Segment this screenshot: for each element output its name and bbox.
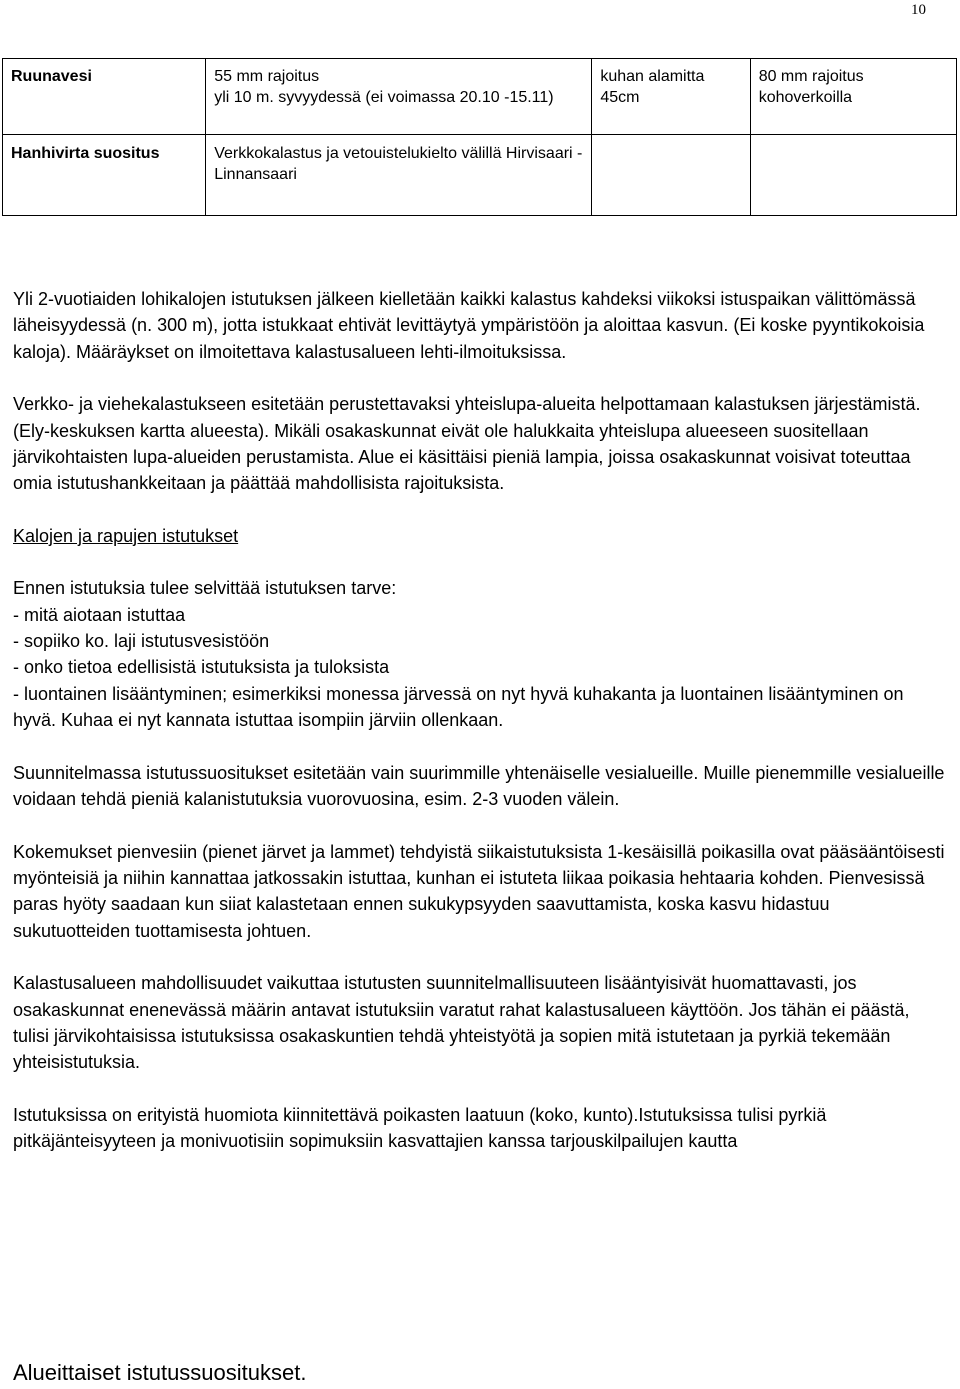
document-body <box>13 286 948 1155</box>
list-item: - sopiiko ko. laji istutusvesistöön <box>13 631 270 652</box>
size-cell: kuhan alamitta 45cm <box>592 59 750 135</box>
rule-text: 55 mm rajoitus yli 10 m. syvyydessä (ei voimassa 20.10 -15.11) <box>214 68 554 106</box>
paragraph-cooperation: Kalastusalueen mahdollisuudet vaikuttaa istutusten suunnitelmallisuuteen lisääntyisivät huomattavasti, jos osakaskunnat enenevässä määrin antavat istutuksiin varatut rahat kalastusalueen käyttöön. Jos tähän ei päästä, tulisi järvikohtaisissa istutuksissa osakaskuntien tehdä yhteistyötä ja sopien mitä istutetaan ja pyrkiä tekemään yhteisistutuksia. <box>13 973 910 1073</box>
table-row <box>3 135 957 216</box>
paragraph-protection: Yli 2-vuotiaiden lohikalojen istutuksen jälkeen kielletään kaikki kalastus kahdeksi viikoksi istuspaikan välittömässä läheisyydessä (n. 300 m), jotta istukkaat ehtivät levittäytyä ympäristöön ja aloittaa kasvun. (Ei koske pyyntikokoisia kaloja). Määräykset on ilmoitettava kalastusalueen lehti-ilmoituksissa. <box>13 289 925 362</box>
intro-line: Ennen istutuksia tulee selvittää istutuksen tarve: <box>13 578 397 599</box>
section-heading: Kalojen ja rapujen istutukset <box>13 525 239 546</box>
paragraph-quality: Istutuksissa on erityistä huomiota kiinnitettävä poikasten laatuun (koko, kunto).Istutuksissa tulisi pyrkiä pitkäjänteisyyteen ja monivuotisiin sopimuksiin kasvattajien kanssa tarjouskilpailujen kautta <box>13 1104 827 1152</box>
area-name-cell: Hanhivirta suositus <box>3 135 206 216</box>
paragraph-small-waters: Kokemukset pienvesiin (pienet järvet ja lammet) tehdyistä siikaistutuksista 1-kesäisillä poikasilla ovat pääsääntöisesti myönteisiä ja niihin kannattaa jatkossakin istuttaa, kunhan ei istuteta liikaa poikasia hehtaaria kohden. Pienvesissä paras hyöty saadaan kun siiat kalastetaan ennen sukukypsyyden saavuttamista, koska kasvu hidastuu sukutuotteiden tuottamisesta johtuen. <box>13 841 945 941</box>
table-row <box>3 59 957 135</box>
paragraph-permit-areas: Verkko- ja viehekalastukseen esitetään perustettavaksi yhteislupa-alueita helpottamaan kalastuksen järjestämistä. (Ely-keskuksen kartta alueesta). Mikäli osakaskunnat eivät ole halukkaita yhteislupa alueeseen suositellaan järvikohtaisten lupa-alueiden perustamista. Alue ei käsittäisi pieniä lampia, joissa osakaskunnat voisivat toteuttaa omia istutushankkeitaan ja päättää mahdollisista rajoituksista. <box>13 394 921 494</box>
list-item: - onko tietoa edellisistä istutuksista ja tuloksista <box>13 657 390 678</box>
page-number: 10 <box>911 2 926 18</box>
area-name-cell: Ruunavesi <box>3 59 206 135</box>
list-item: - mitä aiotaan istuttaa <box>13 604 186 625</box>
regional-heading: Alueittaiset istutussuositukset. <box>13 1360 307 1385</box>
mesh-cell <box>750 135 956 216</box>
size-cell <box>592 135 750 216</box>
paragraph-recommendations: Suunnitelmassa istutussuositukset esitetään vain suurimmille yhtenäiselle vesialueille. Muille pienemmille vesialueille voidaan tehdä pieniä kalanistutuksia vuorovuosina, esim. 2-3 vuoden välein. <box>13 762 945 810</box>
rule-cell: Verkkokalastus ja vetouistelukielto välillä Hirvisaari - Linnansaari <box>206 135 592 216</box>
rule-cell <box>206 59 592 135</box>
list-item: - luontainen lisääntyminen; esimerkiksi monessa järvessä on nyt hyvä kuhakanta ja luontainen lisääntyminen on hyvä. Kuhaa ei nyt kannata istuttaa isompiin järviin ollenkaan. <box>13 683 904 731</box>
regulations-table <box>2 58 957 216</box>
mesh-cell: 80 mm rajoitus kohoverkoilla <box>750 59 956 135</box>
